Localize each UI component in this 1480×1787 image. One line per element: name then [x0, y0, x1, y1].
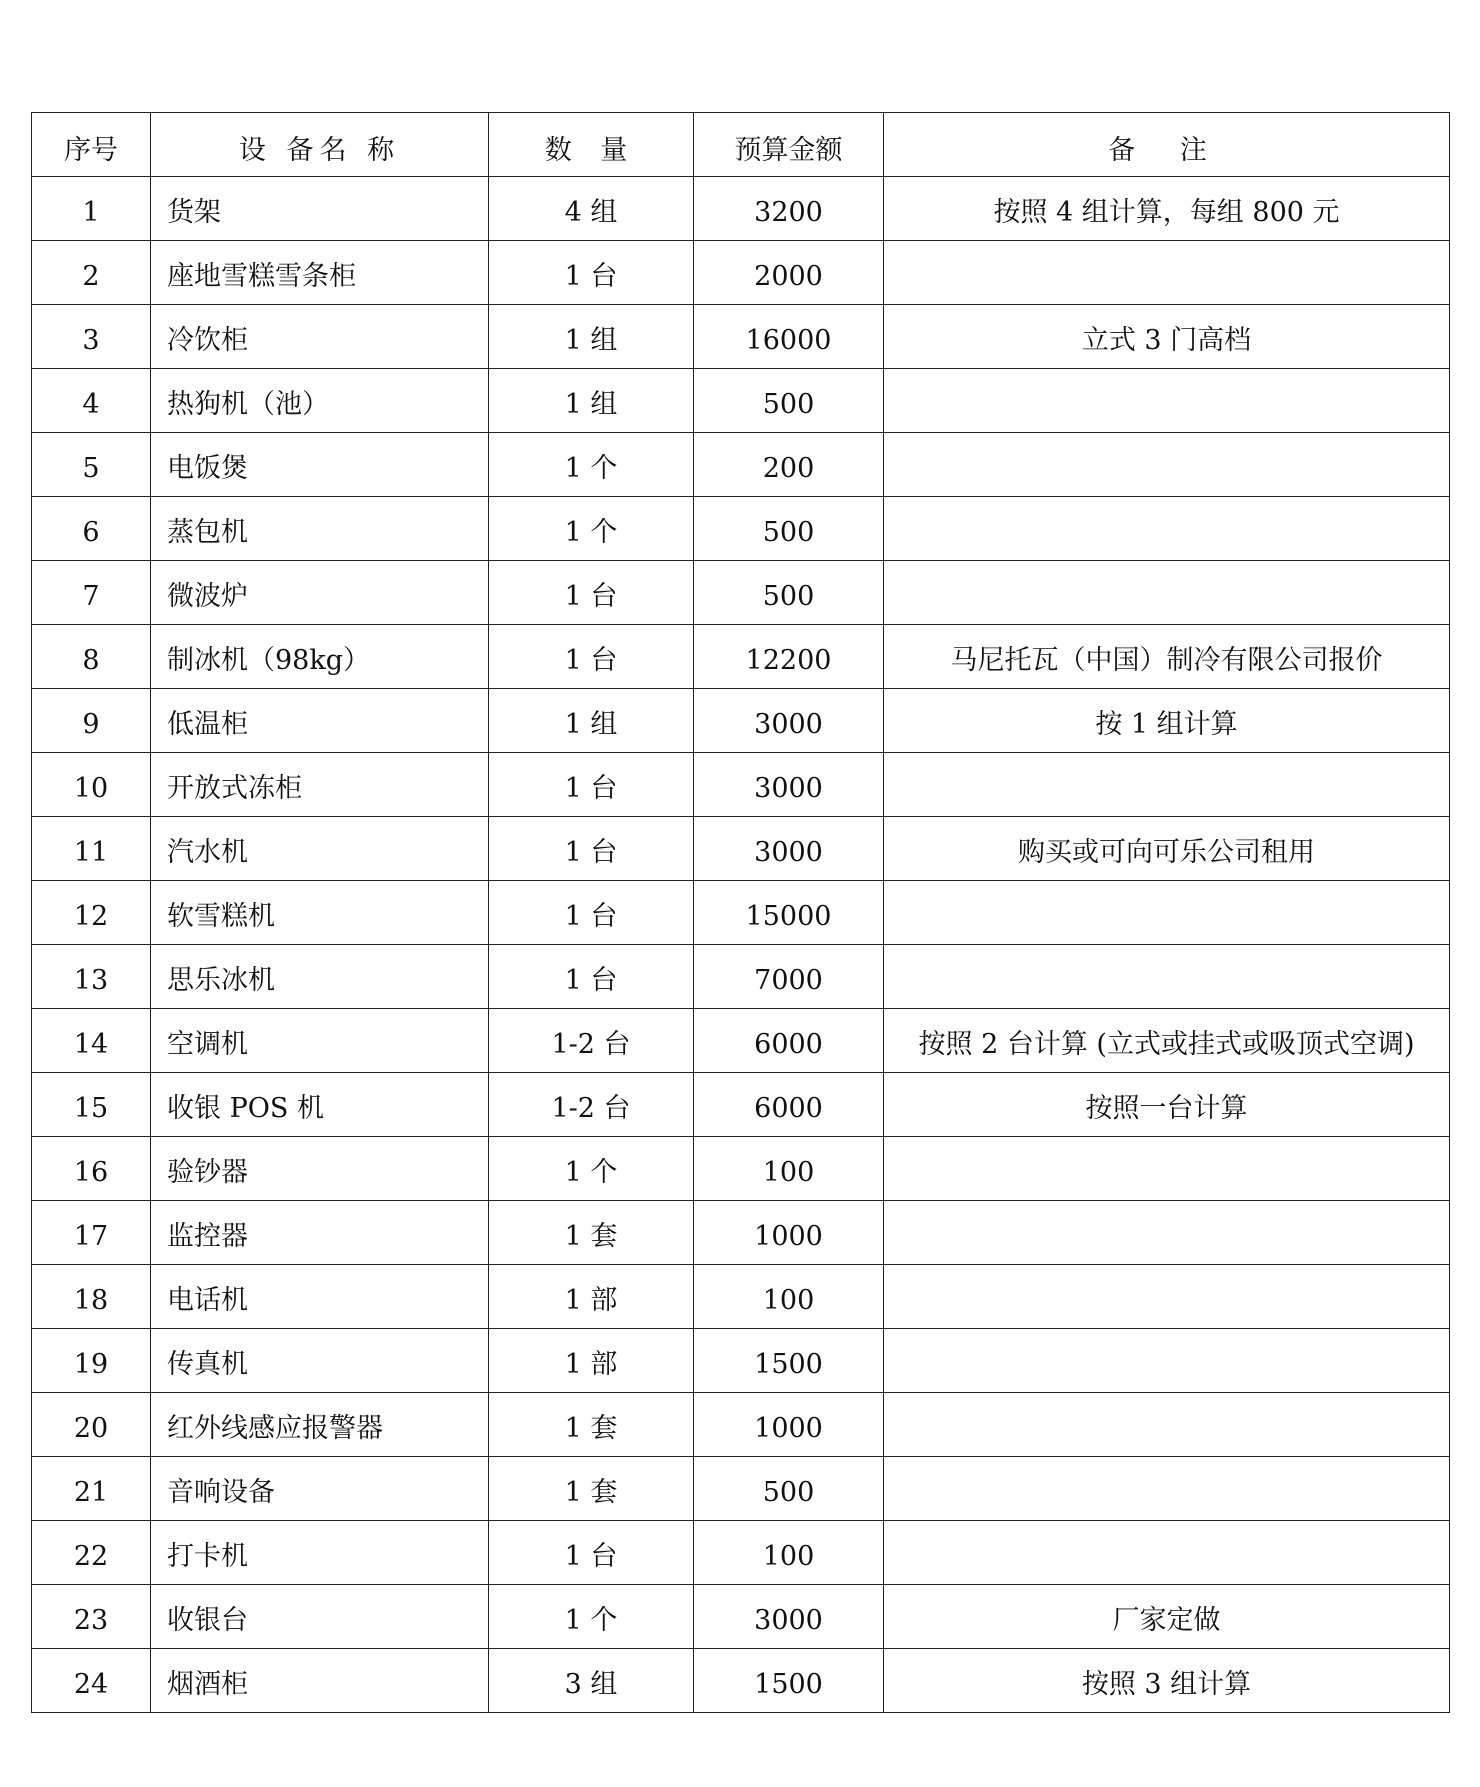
- cell-qty: 1-2 台: [489, 1073, 694, 1137]
- cell-seq: 7: [32, 561, 151, 625]
- cell-budget: 1000: [694, 1393, 884, 1457]
- cell-budget: 7000: [694, 945, 884, 1009]
- cell-name: 思乐冰机: [151, 945, 489, 1009]
- cell-seq: 20: [32, 1393, 151, 1457]
- cell-budget: 3000: [694, 689, 884, 753]
- cell-budget: 1000: [694, 1201, 884, 1265]
- table-header: [32, 113, 1450, 177]
- cell-qty: 1 套: [489, 1457, 694, 1521]
- cell-name: 冷饮柜: [151, 305, 489, 369]
- cell-note: [884, 1393, 1450, 1457]
- table-row: [32, 369, 1450, 433]
- table-row: [32, 561, 1450, 625]
- cell-qty: 1 套: [489, 1201, 694, 1265]
- table-row: [32, 1585, 1450, 1649]
- cell-name: 电饭煲: [151, 433, 489, 497]
- cell-note: [884, 945, 1450, 1009]
- cell-qty: 1 个: [489, 1585, 694, 1649]
- cell-budget: 2000: [694, 241, 884, 305]
- cell-note: [884, 1137, 1450, 1201]
- cell-seq: 21: [32, 1457, 151, 1521]
- cell-qty: 1 部: [489, 1265, 694, 1329]
- cell-note: 按照一台计算: [884, 1073, 1450, 1137]
- cell-note: 按照 2 台计算 (立式或挂式或吸顶式空调): [884, 1009, 1450, 1073]
- cell-seq: 4: [32, 369, 151, 433]
- cell-budget: 1500: [694, 1329, 884, 1393]
- cell-note: 按 1 组计算: [884, 689, 1450, 753]
- table-row: [32, 1073, 1450, 1137]
- cell-qty: 1 台: [489, 945, 694, 1009]
- table-row: [32, 1329, 1450, 1393]
- cell-seq: 11: [32, 817, 151, 881]
- cell-budget: 16000: [694, 305, 884, 369]
- cell-note: 按照 3 组计算: [884, 1649, 1450, 1713]
- cell-qty: 1 台: [489, 1521, 694, 1585]
- cell-note: [884, 433, 1450, 497]
- cell-seq: 10: [32, 753, 151, 817]
- cell-qty: 1 台: [489, 881, 694, 945]
- cell-seq: 17: [32, 1201, 151, 1265]
- cell-name: 低温柜: [151, 689, 489, 753]
- cell-qty: 1 个: [489, 497, 694, 561]
- table-row: [32, 1265, 1450, 1329]
- cell-seq: 16: [32, 1137, 151, 1201]
- cell-note: [884, 1265, 1450, 1329]
- cell-note: [884, 369, 1450, 433]
- cell-budget: 6000: [694, 1009, 884, 1073]
- cell-qty: 1-2 台: [489, 1009, 694, 1073]
- cell-name: 制冰机（98kg）: [151, 625, 489, 689]
- cell-qty: 1 个: [489, 433, 694, 497]
- header-seq: 序号: [32, 113, 151, 177]
- cell-budget: 500: [694, 1457, 884, 1521]
- cell-note: [884, 241, 1450, 305]
- cell-name: 软雪糕机: [151, 881, 489, 945]
- cell-note: 厂家定做: [884, 1585, 1450, 1649]
- cell-budget: 15000: [694, 881, 884, 945]
- cell-note: [884, 1329, 1450, 1393]
- header-budget: 预算金额: [694, 113, 884, 177]
- cell-seq: 1: [32, 177, 151, 241]
- cell-name: 收银 POS 机: [151, 1073, 489, 1137]
- cell-seq: 8: [32, 625, 151, 689]
- table-body: [32, 177, 1450, 1713]
- cell-qty: 1 台: [489, 753, 694, 817]
- cell-budget: 6000: [694, 1073, 884, 1137]
- table-row: [32, 689, 1450, 753]
- cell-budget: 1500: [694, 1649, 884, 1713]
- cell-budget: 12200: [694, 625, 884, 689]
- cell-name: 汽水机: [151, 817, 489, 881]
- cell-qty: 1 组: [489, 689, 694, 753]
- cell-qty: 1 台: [489, 625, 694, 689]
- cell-note: [884, 1521, 1450, 1585]
- cell-qty: 1 台: [489, 561, 694, 625]
- cell-seq: 9: [32, 689, 151, 753]
- table-row: [32, 1137, 1450, 1201]
- table-row: [32, 1521, 1450, 1585]
- table-row: [32, 1649, 1450, 1713]
- cell-seq: 23: [32, 1585, 151, 1649]
- cell-budget: 3200: [694, 177, 884, 241]
- cell-note: [884, 753, 1450, 817]
- cell-seq: 18: [32, 1265, 151, 1329]
- cell-name: 热狗机（池）: [151, 369, 489, 433]
- cell-seq: 24: [32, 1649, 151, 1713]
- cell-note: [884, 1457, 1450, 1521]
- table-row: [32, 433, 1450, 497]
- table-row: [32, 497, 1450, 561]
- equipment-budget-table: [31, 112, 1450, 1713]
- cell-note: 立式 3 门高档: [884, 305, 1450, 369]
- cell-name: 座地雪糕雪条柜: [151, 241, 489, 305]
- cell-note: [884, 881, 1450, 945]
- cell-qty: 1 台: [489, 241, 694, 305]
- cell-note: [884, 1201, 1450, 1265]
- cell-name: 蒸包机: [151, 497, 489, 561]
- cell-qty: 1 组: [489, 369, 694, 433]
- cell-budget: 3000: [694, 1585, 884, 1649]
- cell-seq: 12: [32, 881, 151, 945]
- cell-name: 音响设备: [151, 1457, 489, 1521]
- cell-budget: 500: [694, 497, 884, 561]
- cell-budget: 200: [694, 433, 884, 497]
- cell-seq: 14: [32, 1009, 151, 1073]
- cell-name: 微波炉: [151, 561, 489, 625]
- cell-qty: 1 部: [489, 1329, 694, 1393]
- table-row: [32, 1201, 1450, 1265]
- cell-note: [884, 497, 1450, 561]
- cell-qty: 1 套: [489, 1393, 694, 1457]
- table-row: [32, 945, 1450, 1009]
- cell-budget: 3000: [694, 753, 884, 817]
- cell-budget: 3000: [694, 817, 884, 881]
- cell-name: 收银台: [151, 1585, 489, 1649]
- table-row: [32, 753, 1450, 817]
- table-row: [32, 177, 1450, 241]
- cell-name: 验钞器: [151, 1137, 489, 1201]
- table-row: [32, 817, 1450, 881]
- header-row: [32, 113, 1450, 177]
- header-qty: 数 量: [489, 113, 694, 177]
- cell-qty: 1 台: [489, 817, 694, 881]
- cell-seq: 22: [32, 1521, 151, 1585]
- cell-name: 开放式冻柜: [151, 753, 489, 817]
- cell-budget: 500: [694, 561, 884, 625]
- cell-budget: 100: [694, 1521, 884, 1585]
- table-row: [32, 1393, 1450, 1457]
- table-row: [32, 1009, 1450, 1073]
- cell-budget: 100: [694, 1265, 884, 1329]
- cell-note: 购买或可向可乐公司租用: [884, 817, 1450, 881]
- cell-seq: 13: [32, 945, 151, 1009]
- cell-note: [884, 561, 1450, 625]
- cell-seq: 19: [32, 1329, 151, 1393]
- cell-name: 红外线感应报警器: [151, 1393, 489, 1457]
- cell-note: 按照 4 组计算，每组 800 元: [884, 177, 1450, 241]
- cell-note: 马尼托瓦（中国）制冷有限公司报价: [884, 625, 1450, 689]
- cell-seq: 5: [32, 433, 151, 497]
- cell-qty: 1 组: [489, 305, 694, 369]
- table-row: [32, 1457, 1450, 1521]
- header-note: 备 注: [884, 113, 1450, 177]
- cell-budget: 100: [694, 1137, 884, 1201]
- header-name: 设 备名 称: [151, 113, 489, 177]
- cell-seq: 3: [32, 305, 151, 369]
- cell-seq: 2: [32, 241, 151, 305]
- cell-name: 打卡机: [151, 1521, 489, 1585]
- cell-qty: 3 组: [489, 1649, 694, 1713]
- cell-name: 传真机: [151, 1329, 489, 1393]
- cell-budget: 500: [694, 369, 884, 433]
- cell-seq: 6: [32, 497, 151, 561]
- cell-seq: 15: [32, 1073, 151, 1137]
- table-row: [32, 881, 1450, 945]
- cell-name: 货架: [151, 177, 489, 241]
- cell-qty: 4 组: [489, 177, 694, 241]
- cell-name: 监控器: [151, 1201, 489, 1265]
- cell-qty: 1 个: [489, 1137, 694, 1201]
- cell-name: 烟酒柜: [151, 1649, 489, 1713]
- cell-name: 空调机: [151, 1009, 489, 1073]
- table-row: [32, 241, 1450, 305]
- table-row: [32, 305, 1450, 369]
- table-row: [32, 625, 1450, 689]
- cell-name: 电话机: [151, 1265, 489, 1329]
